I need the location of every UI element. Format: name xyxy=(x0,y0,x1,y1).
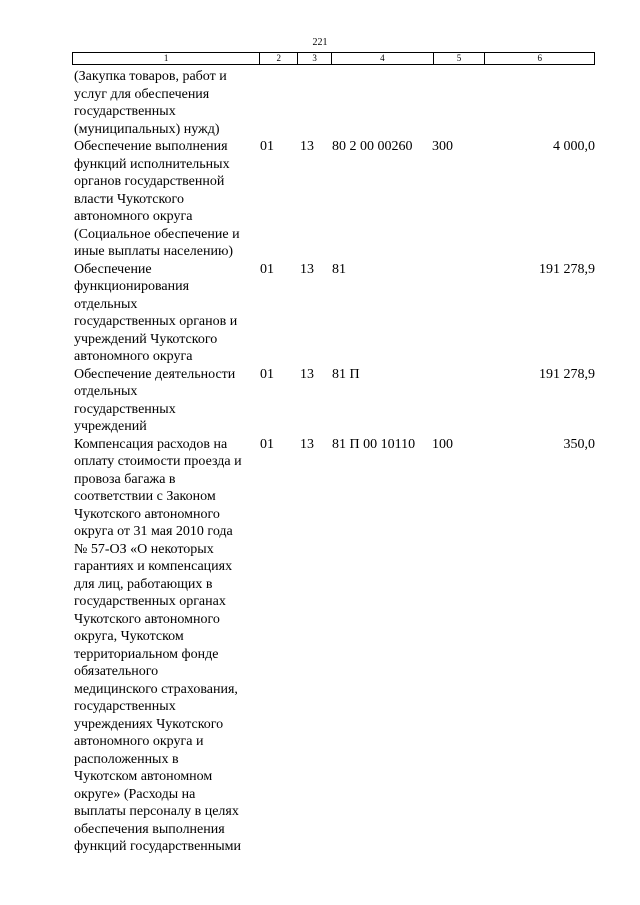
header-col-2: 2 xyxy=(260,53,298,64)
row-amount: 350,0 xyxy=(563,436,595,452)
table-row xyxy=(74,68,595,138)
row-subsection xyxy=(296,68,330,138)
row-name: Обеспечение выполнения функций исполнительных органов государственной власти Чукотского автономного округа (Социальное обеспечение и иные выплаты населению) xyxy=(74,139,240,259)
header-col-1: 1 xyxy=(73,53,260,64)
row-section xyxy=(260,68,296,138)
row-section: 01 xyxy=(260,261,274,277)
row-subsection: 13 xyxy=(300,366,314,382)
page-number: 221 xyxy=(312,37,328,48)
budget-table-body xyxy=(74,68,595,856)
header-col-4: 4 xyxy=(332,53,434,64)
header-col-3: 3 xyxy=(298,53,332,64)
row-amount: 191 278,9 xyxy=(539,261,595,277)
table-header xyxy=(72,52,595,65)
row-expense-type: 100 xyxy=(432,436,453,452)
row-section: 01 xyxy=(260,366,274,382)
row-expense-type xyxy=(432,68,484,138)
row-amount xyxy=(484,68,595,138)
header-col-5: 5 xyxy=(434,53,486,64)
row-section: 01 xyxy=(260,139,274,154)
row-target-article: 80 2 00 00260 xyxy=(332,139,413,154)
row-target-article: 81 П xyxy=(332,366,360,382)
row-expense-type xyxy=(432,261,484,366)
table-row xyxy=(74,366,595,436)
row-section: 01 xyxy=(260,436,274,452)
row-name: (Закупка товаров, работ и услуг для обеспечения государственных (муниципальных) нужд) xyxy=(74,69,227,137)
row-subsection: 13 xyxy=(300,261,314,277)
row-amount: 4 000,0 xyxy=(553,139,595,154)
row-subsection: 13 xyxy=(300,436,314,452)
row-expense-type: 300 xyxy=(432,139,453,154)
header-col-6: 6 xyxy=(537,53,542,63)
row-name: Компенсация расходов на оплату стоимости проезда и провоза багажа в соответствии с Законом Чукотского автономного округа от 31 мая 2010 года № 57-ОЗ «О некоторых гарантиях и компенсациях для лиц, работающих в государственных органах Чукотского автономного округа, Чукотском территориальном фонде обязательного медицинского страхования, государственных учреждениях Чукотского автономного округа и расположенных в Чукотском автономном округе» (Расходы на выплаты персоналу в целях обеспечения выполнения функций государственными xyxy=(74,436,242,854)
row-amount: 191 278,9 xyxy=(539,366,595,382)
row-target-article: 81 П 00 10110 xyxy=(332,436,416,452)
table-row xyxy=(74,436,595,856)
table-row xyxy=(74,261,595,366)
row-name: Обеспечение функционирования отдельных государственных органов и учреждений Чукотского автономного округа xyxy=(74,261,238,364)
row-subsection: 13 xyxy=(300,139,314,154)
table-row xyxy=(74,138,595,261)
row-target-article: 81 xyxy=(332,261,346,277)
row-name: Обеспечение деятельности отдельных государственных учреждений xyxy=(74,366,236,434)
row-expense-type xyxy=(432,366,484,436)
row-target-article xyxy=(330,68,432,138)
